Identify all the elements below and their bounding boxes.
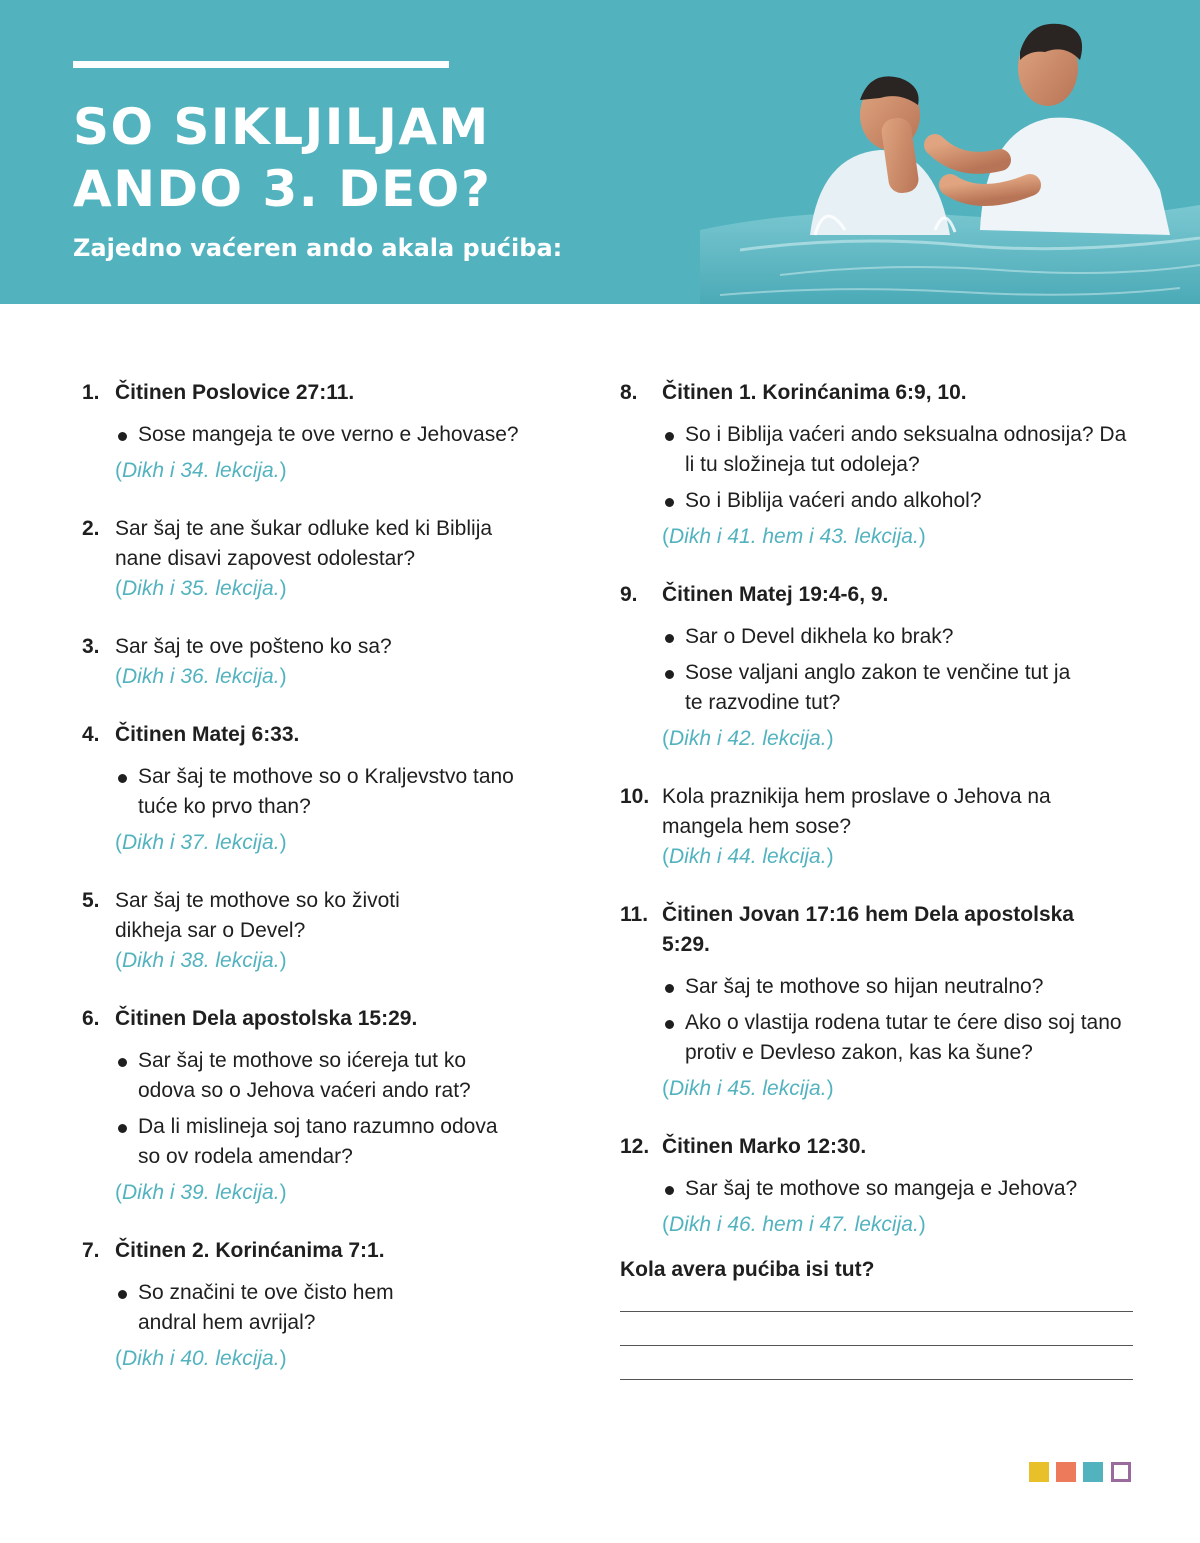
title-line-2: ANDO 3. DEO? [73,160,492,218]
question-number: 9. [620,583,638,606]
lesson-reference: (Dikh i 46. hem i 47. lekcija.) [662,1213,926,1236]
answer-line[interactable] [620,1345,1133,1346]
bullet-item: Sose mangeja te ove verno e Jehovase? [115,420,562,450]
lesson-reference: (Dikh i 39. lekcija.) [115,1181,287,1204]
question-bullets [82,420,562,450]
question-item [82,514,562,604]
question-number: 4. [82,723,100,746]
question-text: Sar šaj te mothove so ko životi dikheja sar o Devel? [115,889,400,942]
question-item [620,580,1140,754]
bullet-item: Sar o Devel dikhela ko brak? [662,622,1082,652]
question-text: Sar šaj te ane šukar odluke ked ki Biblija nane disavi zapovest odolestar? [115,517,493,570]
question-bullets [620,622,1082,718]
lesson-reference: (Dikh i 37. lekcija.) [115,831,287,854]
lesson-reference-text: Dikh i 42. lekcija. [669,727,827,750]
answer-line[interactable] [620,1379,1133,1380]
lesson-reference: (Dikh i 41. hem i 43. lekcija.) [662,525,926,548]
question-text: Čitinen Marko 12:30. [662,1135,867,1158]
question-item [82,378,562,486]
bullet-item: Da li mislineja soj tano razumno odova so ov rodela amendar? [115,1112,515,1172]
question-item [82,720,562,858]
question-bullets [82,762,515,822]
questions-left-column [82,378,562,1374]
question-text: Čitinen Dela apostolska 15:29. [115,1007,418,1030]
question-text: Kola praznikija hem proslave o Jehova na mangela hem sose? [662,785,1051,838]
question-bullets [620,972,1140,1068]
question-number: 6. [82,1007,100,1030]
question-bullets [620,1174,1140,1204]
question-bullets [620,420,1140,516]
question-item [82,1004,562,1208]
question-number: 8. [620,381,638,404]
lesson-reference: (Dikh i 40. lekcija.) [115,1347,287,1370]
lesson-reference: (Dikh i 35. lekcija.) [115,577,287,600]
lesson-reference: (Dikh i 38. lekcija.) [115,949,287,972]
question-item [620,378,1140,552]
bullet-item: Sar šaj te mothove so hijan neutralno? [662,972,1140,1002]
question-item [620,900,1140,1104]
header-banner [0,0,1200,304]
question-text: Čitinen Jovan 17:16 hem Dela apostolska 5:29. [662,903,1074,956]
lesson-reference-text: Dikh i 39. lekcija. [122,1181,280,1204]
question-number: 3. [82,635,100,658]
question-text: Sar šaj te ove pošteno ko sa? [115,635,392,658]
lesson-reference: (Dikh i 34. lekcija.) [115,459,287,482]
lesson-reference-text: Dikh i 45. lekcija. [669,1077,827,1100]
question-item [82,1236,562,1374]
question-item [82,886,562,976]
question-text: Čitinen Poslovice 27:11. [115,381,355,404]
question-number: 1. [82,381,100,404]
question-number: 5. [82,889,100,912]
bullet-item: Sar šaj te mothove so ićereja tut ko odova so o Jehova vaćeri ando rat? [115,1046,515,1106]
lesson-reference: (Dikh i 44. lekcija.) [662,845,834,868]
lesson-reference: (Dikh i 45. lekcija.) [662,1077,834,1100]
question-text: Čitinen 1. Korinćanima 6:9, 10. [662,381,967,404]
question-number: 10. [620,785,650,808]
answer-line[interactable] [620,1311,1133,1312]
purple-outline-square [1111,1462,1131,1482]
lesson-reference-text: Dikh i 36. lekcija. [122,665,280,688]
question-bullets [82,1046,515,1172]
question-item [82,632,562,692]
question-number: 11. [620,903,649,926]
question-number: 12. [620,1135,650,1158]
lesson-reference-text: Dikh i 38. lekcija. [122,949,280,972]
bullet-item: So i Biblija vaćeri ando seksualna odnosija? Da li tu složineja tut odoleja? [662,420,1140,480]
bullet-item: So značini te ove čisto hem andral hem avrijal? [115,1278,445,1338]
bullet-item: Sar šaj te mothove so o Kraljevstvo tano tuće ko prvo than? [115,762,515,822]
bullet-item: So i Biblija vaćeri ando alkohol? [662,486,1140,516]
yellow-square [1029,1462,1049,1482]
question-text: Čitinen 2. Korinćanima 7:1. [115,1239,385,1262]
question-number: 2. [82,517,100,540]
lesson-reference-text: Dikh i 37. lekcija. [122,831,280,854]
questions-right-column [620,378,1140,1240]
other-questions-heading: Kola avera pućiba isi tut? [620,1258,875,1281]
teal-square [1083,1462,1103,1482]
lesson-reference-text: Dikh i 35. lekcija. [122,577,280,600]
question-text: Čitinen Matej 19:4-6, 9. [662,583,889,606]
bullet-item: Sose valjani anglo zakon te venčine tut ja te razvodine tut? [662,658,1082,718]
question-item [620,782,1140,872]
page-subtitle: Zajedno vaćeren ando akala pućiba: [73,234,563,262]
question-bullets [82,1278,445,1338]
lesson-reference: (Dikh i 42. lekcija.) [662,727,834,750]
lesson-reference: (Dikh i 36. lekcija.) [115,665,287,688]
lesson-reference-text: Dikh i 46. hem i 47. lekcija. [669,1213,919,1236]
question-number: 7. [82,1239,100,1262]
lesson-reference-text: Dikh i 34. lekcija. [122,459,280,482]
page-title [73,96,491,220]
header-rule [73,61,449,68]
lesson-reference-text: Dikh i 40. lekcija. [122,1347,280,1370]
baptism-illustration [700,0,1200,304]
lesson-reference-text: Dikh i 41. hem i 43. lekcija. [669,525,919,548]
bullet-item: Ako o vlastija rodena tutar te ćere diso soj tano protiv e Devleso zakon, kas ka šune? [662,1008,1140,1068]
title-line-1: SO SIKLJILJAM [73,98,490,156]
question-item [620,1132,1140,1240]
orange-square [1056,1462,1076,1482]
lesson-reference-text: Dikh i 44. lekcija. [669,845,827,868]
bullet-item: Sar šaj te mothove so mangeja e Jehova? [662,1174,1140,1204]
question-text: Čitinen Matej 6:33. [115,723,300,746]
